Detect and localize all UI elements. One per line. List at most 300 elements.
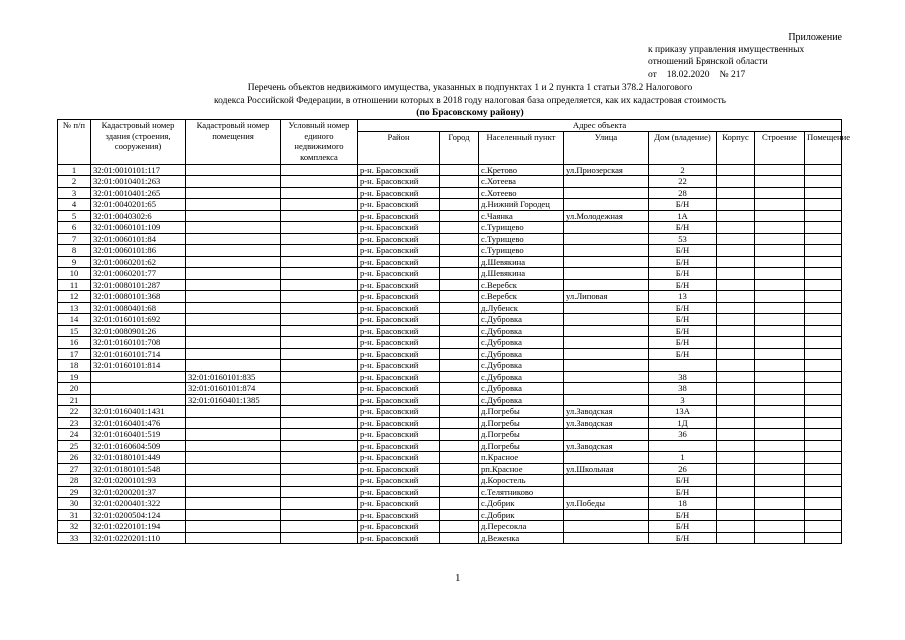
cell-district: р-н. Брасовский [358, 233, 440, 245]
cell-num: 33 [58, 532, 91, 544]
cell-building-no [755, 256, 805, 268]
cell-house: 26 [649, 463, 717, 475]
col-header-premises: Помещение [805, 131, 842, 164]
cell-room [186, 440, 281, 452]
cell-conditional [281, 348, 358, 360]
cell-house: 2 [649, 164, 717, 176]
cell-building: 32:01:0160401:476 [91, 417, 186, 429]
cell-city [440, 509, 479, 521]
cell-conditional [281, 532, 358, 544]
cell-building: 32:01:0040302:6 [91, 210, 186, 222]
cell-house: 28 [649, 187, 717, 199]
cell-korpus [717, 302, 755, 314]
cell-room [186, 532, 281, 544]
document-title [120, 82, 820, 120]
table-row [58, 406, 842, 418]
cell-room [186, 406, 281, 418]
cell-num: 31 [58, 509, 91, 521]
cell-conditional [281, 325, 358, 337]
cell-city [440, 291, 479, 303]
cell-city [440, 429, 479, 441]
cell-locality: д.Погребы [479, 429, 564, 441]
cell-num: 30 [58, 498, 91, 510]
cell-premises [805, 302, 842, 314]
cell-street: ул.Приозерская [564, 164, 649, 176]
cell-locality: д.Шевякина [479, 268, 564, 280]
cell-locality: д.Шевякина [479, 256, 564, 268]
table-row [58, 360, 842, 372]
cell-num: 32 [58, 521, 91, 533]
cell-house: Б/Н [649, 486, 717, 498]
cell-room [186, 417, 281, 429]
cell-locality: с.Хотеева [479, 176, 564, 188]
cell-conditional [281, 440, 358, 452]
cell-building: 32:01:0160401:1431 [91, 406, 186, 418]
cell-district: р-н. Брасовский [358, 417, 440, 429]
cell-premises [805, 475, 842, 487]
cell-locality: д.Нижний Городец [479, 199, 564, 211]
col-header-room: Кадастровый номер помещения [186, 120, 281, 165]
cell-premises [805, 187, 842, 199]
cell-korpus [717, 222, 755, 234]
cell-conditional [281, 233, 358, 245]
cell-room [186, 486, 281, 498]
cell-building-no [755, 463, 805, 475]
table-row [58, 199, 842, 211]
cell-num: 22 [58, 406, 91, 418]
cell-room [186, 291, 281, 303]
cell-city [440, 406, 479, 418]
order-number: № 217 [719, 69, 746, 80]
cell-room: 32:01:0160101:835 [186, 371, 281, 383]
cell-district: р-н. Брасовский [358, 521, 440, 533]
cell-num: 4 [58, 199, 91, 211]
cell-district: р-н. Брасовский [358, 279, 440, 291]
cell-district: р-н. Брасовский [358, 256, 440, 268]
cell-house: 1Д [649, 417, 717, 429]
cell-num: 23 [58, 417, 91, 429]
cell-room [186, 475, 281, 487]
cell-district: р-н. Брасовский [358, 406, 440, 418]
cell-city [440, 314, 479, 326]
cell-korpus [717, 498, 755, 510]
cell-house: Б/Н [649, 268, 717, 280]
cell-korpus [717, 291, 755, 303]
cell-premises [805, 452, 842, 464]
cell-num: 7 [58, 233, 91, 245]
cell-locality: с.Дубровка [479, 383, 564, 395]
cell-locality: д.Погребы [479, 417, 564, 429]
table-row [58, 176, 842, 188]
table-row [58, 383, 842, 395]
cell-city [440, 325, 479, 337]
table-row [58, 532, 842, 544]
cell-city [440, 498, 479, 510]
table-row [58, 337, 842, 349]
cell-num: 10 [58, 268, 91, 280]
cell-premises [805, 325, 842, 337]
cell-house: 18 [649, 498, 717, 510]
cell-house: 13 [649, 291, 717, 303]
cell-district: р-н. Брасовский [358, 176, 440, 188]
cell-building: 32:01:0200401:322 [91, 498, 186, 510]
cell-street [564, 268, 649, 280]
cell-conditional [281, 268, 358, 280]
cell-room [186, 521, 281, 533]
col-header-district: Район [358, 131, 440, 164]
cell-num: 28 [58, 475, 91, 487]
cell-room [186, 509, 281, 521]
table-row [58, 279, 842, 291]
cell-street [564, 394, 649, 406]
cell-city [440, 210, 479, 222]
cell-locality: рп.Красное [479, 463, 564, 475]
cell-district: р-н. Брасовский [358, 291, 440, 303]
cell-conditional [281, 452, 358, 464]
cell-city [440, 521, 479, 533]
cell-building-no [755, 406, 805, 418]
cell-city [440, 279, 479, 291]
cell-premises [805, 164, 842, 176]
cell-locality: с.Дубровка [479, 394, 564, 406]
cell-conditional [281, 383, 358, 395]
cell-locality: с.Веребск [479, 291, 564, 303]
cell-building [91, 383, 186, 395]
cell-locality: с.Дубровка [479, 337, 564, 349]
cell-district: р-н. Брасовский [358, 475, 440, 487]
cell-street [564, 348, 649, 360]
cell-building: 32:01:0040201:65 [91, 199, 186, 211]
col-header-korpus: Корпус [717, 131, 755, 164]
cell-city [440, 302, 479, 314]
cell-room [186, 325, 281, 337]
table-row [58, 475, 842, 487]
cell-korpus [717, 176, 755, 188]
cell-korpus [717, 256, 755, 268]
cell-city [440, 371, 479, 383]
cell-house: Б/Н [649, 279, 717, 291]
cell-locality: д.Погребы [479, 440, 564, 452]
cell-korpus [717, 532, 755, 544]
cell-conditional [281, 498, 358, 510]
cell-conditional [281, 164, 358, 176]
cell-conditional [281, 222, 358, 234]
table-row [58, 210, 842, 222]
cell-building-no [755, 532, 805, 544]
cell-premises [805, 233, 842, 245]
cell-korpus [717, 279, 755, 291]
cell-locality: с.Дубровка [479, 325, 564, 337]
cell-street [564, 429, 649, 441]
cell-district: р-н. Брасовский [358, 268, 440, 280]
cell-house: 38 [649, 383, 717, 395]
cell-locality: д.Коростель [479, 475, 564, 487]
cell-house: Б/Н [649, 509, 717, 521]
table-row [58, 521, 842, 533]
cell-street: ул.Молодежная [564, 210, 649, 222]
cell-street [564, 302, 649, 314]
cell-building-no [755, 360, 805, 372]
cell-district: р-н. Брасовский [358, 187, 440, 199]
cell-conditional [281, 521, 358, 533]
cell-num: 25 [58, 440, 91, 452]
cell-city [440, 475, 479, 487]
cell-city [440, 268, 479, 280]
cell-building-no [755, 199, 805, 211]
table-row [58, 325, 842, 337]
cell-city [440, 187, 479, 199]
cell-num: 19 [58, 371, 91, 383]
cell-building: 32:01:0220201:110 [91, 532, 186, 544]
cell-street [564, 371, 649, 383]
table-row [58, 233, 842, 245]
cell-conditional [281, 509, 358, 521]
cell-district: р-н. Брасовский [358, 371, 440, 383]
cell-city [440, 440, 479, 452]
cell-room [186, 187, 281, 199]
appendix-line: отношений Брянской области [648, 57, 768, 68]
table-row [58, 268, 842, 280]
table-row [58, 394, 842, 406]
cell-premises [805, 486, 842, 498]
cell-building: 32:01:0180101:449 [91, 452, 186, 464]
cell-num: 13 [58, 302, 91, 314]
cell-house: Б/Н [649, 521, 717, 533]
cell-num: 3 [58, 187, 91, 199]
col-header-address: Адрес объекта [358, 120, 842, 132]
table-row [58, 256, 842, 268]
cell-building: 32:01:0160604:509 [91, 440, 186, 452]
col-header-city: Город [440, 131, 479, 164]
cell-num: 8 [58, 245, 91, 257]
cell-locality: с.Турищево [479, 222, 564, 234]
col-header-street: Улица [564, 131, 649, 164]
cell-city [440, 337, 479, 349]
cell-building-no [755, 498, 805, 510]
cell-street: ул.Заводская [564, 417, 649, 429]
appendix-title: Приложение [788, 32, 842, 43]
cell-locality: с.Дубровка [479, 371, 564, 383]
appendix-line: к приказу управления имущественных [648, 45, 805, 56]
cell-locality: с.Хотеево [479, 187, 564, 199]
cell-house: Б/Н [649, 348, 717, 360]
cell-conditional [281, 463, 358, 475]
cell-street [564, 509, 649, 521]
cell-korpus [717, 268, 755, 280]
cell-premises [805, 394, 842, 406]
cell-korpus [717, 417, 755, 429]
cell-building-no [755, 417, 805, 429]
cell-district: р-н. Брасовский [358, 532, 440, 544]
cell-conditional [281, 417, 358, 429]
cell-house: 13А [649, 406, 717, 418]
cell-locality: д.Погребы [479, 406, 564, 418]
cell-city [440, 348, 479, 360]
cell-korpus [717, 463, 755, 475]
cell-num: 17 [58, 348, 91, 360]
cell-house: Б/Н [649, 337, 717, 349]
cell-building: 32:01:0060101:84 [91, 233, 186, 245]
cell-locality: с.Кретово [479, 164, 564, 176]
cell-num: 20 [58, 383, 91, 395]
cell-conditional [281, 314, 358, 326]
cell-num: 6 [58, 222, 91, 234]
cell-building: 32:01:0160101:714 [91, 348, 186, 360]
table-row [58, 164, 842, 176]
cell-street [564, 452, 649, 464]
property-table [57, 119, 851, 544]
cell-premises [805, 371, 842, 383]
cell-city [440, 463, 479, 475]
cell-premises [805, 279, 842, 291]
cell-house: Б/Н [649, 325, 717, 337]
cell-korpus [717, 245, 755, 257]
table-row [58, 429, 842, 441]
date-prefix: от [648, 69, 657, 80]
cell-locality: с.Дубровка [479, 314, 564, 326]
cell-premises [805, 176, 842, 188]
cell-street: ул.Победы [564, 498, 649, 510]
cell-house: 1А [649, 210, 717, 222]
cell-building-no [755, 233, 805, 245]
cell-locality: д.Веженка [479, 532, 564, 544]
cell-street [564, 486, 649, 498]
cell-district: р-н. Брасовский [358, 394, 440, 406]
cell-korpus [717, 394, 755, 406]
cell-conditional [281, 245, 358, 257]
cell-building: 32:01:0010101:117 [91, 164, 186, 176]
cell-premises [805, 383, 842, 395]
cell-num: 9 [58, 256, 91, 268]
cell-district: р-н. Брасовский [358, 383, 440, 395]
cell-locality: с.Турищево [479, 245, 564, 257]
cell-street [564, 279, 649, 291]
cell-premises [805, 532, 842, 544]
cell-house: 36 [649, 429, 717, 441]
cell-city [440, 532, 479, 544]
cell-korpus [717, 337, 755, 349]
page-number: 1 [455, 572, 461, 584]
cell-korpus [717, 406, 755, 418]
cell-korpus [717, 440, 755, 452]
cell-district: р-н. Брасовский [358, 440, 440, 452]
title-line-1: Перечень объектов недвижимого имущества, указанных в подпунктах 1 и 2 пункта 1 статьи 378.2 Налогового [247, 83, 693, 93]
cell-house: Б/Н [649, 302, 717, 314]
cell-building: 32:01:0220101:194 [91, 521, 186, 533]
col-header-locality: Населенный пункт [479, 131, 564, 164]
cell-num: 11 [58, 279, 91, 291]
cell-premises [805, 498, 842, 510]
cell-city [440, 452, 479, 464]
cell-building: 32:01:0160101:708 [91, 337, 186, 349]
cell-district: р-н. Брасовский [358, 164, 440, 176]
cell-num: 27 [58, 463, 91, 475]
col-header-conditional: Условный номер единого недвижимого комплекса [281, 120, 358, 165]
cell-building: 32:01:0060101:109 [91, 222, 186, 234]
cell-district: р-н. Брасовский [358, 509, 440, 521]
cell-conditional [281, 486, 358, 498]
cell-premises [805, 417, 842, 429]
table-row [58, 509, 842, 521]
cell-building-no [755, 394, 805, 406]
table-row [58, 291, 842, 303]
cell-premises [805, 210, 842, 222]
cell-premises [805, 406, 842, 418]
cell-korpus [717, 187, 755, 199]
cell-district: р-н. Брасовский [358, 429, 440, 441]
table-row [58, 486, 842, 498]
cell-korpus [717, 509, 755, 521]
cell-street [564, 360, 649, 372]
cell-building-no [755, 521, 805, 533]
cell-premises [805, 509, 842, 521]
cell-premises [805, 348, 842, 360]
cell-korpus [717, 164, 755, 176]
cell-building [91, 371, 186, 383]
cell-locality: д.Пересокла [479, 521, 564, 533]
cell-premises [805, 314, 842, 326]
cell-room: 32:01:0160401:1385 [186, 394, 281, 406]
cell-house: 3 [649, 394, 717, 406]
table-row [58, 302, 842, 314]
cell-building-no [755, 164, 805, 176]
cell-korpus [717, 371, 755, 383]
cell-num: 18 [58, 360, 91, 372]
cell-room [186, 245, 281, 257]
cell-building: 32:01:0060101:86 [91, 245, 186, 257]
cell-conditional [281, 371, 358, 383]
cell-conditional [281, 291, 358, 303]
cell-premises [805, 360, 842, 372]
cell-district: р-н. Брасовский [358, 337, 440, 349]
cell-premises [805, 291, 842, 303]
cell-house: Б/Н [649, 314, 717, 326]
cell-room [186, 279, 281, 291]
order-date: 18.02.2020 [666, 69, 710, 80]
col-header-house: Дом (владение) [649, 131, 717, 164]
cell-city [440, 176, 479, 188]
cell-premises [805, 337, 842, 349]
cell-house: Б/Н [649, 532, 717, 544]
cell-building [91, 394, 186, 406]
cell-building: 32:01:0180101:548 [91, 463, 186, 475]
cell-building-no [755, 475, 805, 487]
cell-district: р-н. Брасовский [358, 360, 440, 372]
cell-locality: п.Красное [479, 452, 564, 464]
cell-building-no [755, 291, 805, 303]
cell-street: ул.Липовая [564, 291, 649, 303]
col-header-num: № п/п [58, 120, 91, 165]
cell-street [564, 532, 649, 544]
cell-building-no [755, 268, 805, 280]
cell-building: 32:01:0060201:62 [91, 256, 186, 268]
table-row [58, 498, 842, 510]
cell-num: 12 [58, 291, 91, 303]
cell-room [186, 302, 281, 314]
cell-conditional [281, 176, 358, 188]
table-row [58, 314, 842, 326]
cell-conditional [281, 199, 358, 211]
cell-house: Б/Н [649, 475, 717, 487]
cell-locality: с.Добрик [479, 498, 564, 510]
cell-building-no [755, 486, 805, 498]
cell-locality: д.Лубенск [479, 302, 564, 314]
cell-house: Б/Н [649, 256, 717, 268]
cell-conditional [281, 256, 358, 268]
cell-building: 32:01:0080401:68 [91, 302, 186, 314]
cell-street [564, 325, 649, 337]
cell-city [440, 417, 479, 429]
